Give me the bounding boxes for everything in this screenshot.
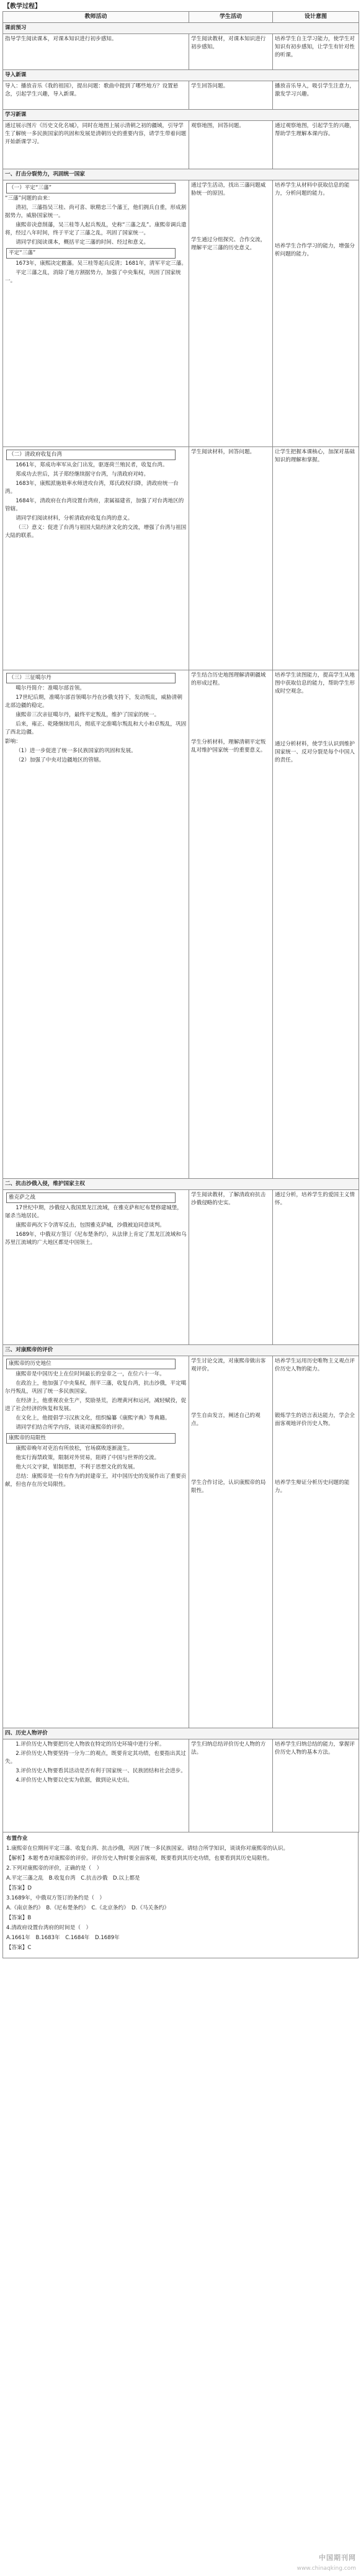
study-opening-intent: 通过观察地图，引起学生的兴趣，帮助学生理解本课内容。 bbox=[273, 121, 359, 169]
q2-line: 1683年，康熙派施琅率水师进攻台湾，郑氏政权归降，清政府统一台湾。 bbox=[5, 481, 179, 495]
q2-student: 学生阅读材料，回答问题。 bbox=[189, 447, 273, 670]
q1-student bbox=[189, 180, 273, 447]
q5-line: 在政治上，他加强了中央集权，削平三藩，收复台湾，抗击沙俄，平定噶尔丹叛乱，巩固了统一多民族国家。 bbox=[5, 1380, 187, 1395]
q1-student-text: 通过学生活动，找出三藩问题威胁统一的原因。 bbox=[191, 182, 266, 197]
q5-box: 康熙帝的历史地位 bbox=[6, 1359, 176, 1369]
q6-line: 他大兴文字狱，钳制思想，不利于思想文化的发展。 bbox=[16, 1464, 138, 1470]
q7-line: 1.评价历史人物要把历史人物放在特定的历史环境中进行分析。 bbox=[16, 1741, 165, 1748]
section-intro: 导入新课 bbox=[3, 70, 359, 81]
q1-teacher bbox=[3, 180, 189, 447]
table-row bbox=[3, 81, 359, 110]
preview-teacher: 指导学生阅读课本，对课本知识进行初步感知。 bbox=[3, 34, 189, 70]
section-study: 学习新课 bbox=[3, 110, 359, 121]
lesson-table bbox=[2, 11, 359, 1832]
q4-intent: 通过分析，培养学生的爱国主义情怀。 bbox=[273, 1190, 359, 1345]
table-row bbox=[3, 121, 359, 169]
q6-line: 他实行海禁政策，限制对外贸易，阻碍了中国与世界的交流。 bbox=[16, 1455, 160, 1461]
q2-line: 1661年，郑成功率军从金门出发，驱逐荷兰殖民者，收复台湾。 bbox=[16, 462, 168, 468]
q3-line: 噶尔丹简介：准噶尔部首领。 bbox=[16, 685, 85, 691]
q7-line: 4.评价历史人物要以史实为依据，做到论从史出。 bbox=[16, 1777, 133, 1783]
q3-intent-text: 培养学生读图能力，提高学生从地图中获取信息的能力，帮助学生形成时空观念。 bbox=[275, 672, 355, 695]
q3-line: 后来，雍正、乾隆继续用兵，彻底平定准噶尔叛乱和大小和卓叛乱，巩固了西北边疆。 bbox=[5, 721, 187, 735]
q7-teacher bbox=[3, 1739, 189, 1832]
practice-item: A.平定三藩之乱 B.收复台湾 C.抗击沙俄 D.以上都是 bbox=[6, 1875, 140, 1881]
watermark-url: www.chinaqking.com bbox=[296, 2565, 356, 2572]
q3-line: 康熙帝三次亲征噶尔丹，最终平定叛乱，维护了国家的统一。 bbox=[16, 712, 160, 718]
q3-line: （1）进一步促进了统一多民族国家的巩固和发展。 bbox=[16, 748, 136, 754]
q7-student: 学生归纳总结评价历史人物的方法。 bbox=[189, 1739, 273, 1832]
q3-box: （三）三征噶尔丹 bbox=[6, 673, 176, 683]
q6-box: 康熙帝的局限性 bbox=[6, 1433, 176, 1444]
practice-item: A.1661年 B.1683年 C.1684年 D.1689年 bbox=[6, 1935, 120, 1941]
study-opening-student: 观察地图，回答问题。 bbox=[189, 121, 273, 169]
q1-line: 康熙帝决意削藩，吴三桂等人起兵叛乱，史称“三藩之乱”。康熙帝调兵遣将，经过八年时间，终于平定了三藩之乱，巩固了国家统一。 bbox=[5, 222, 187, 236]
q2-box: （二）清政府收复台湾 bbox=[6, 450, 176, 460]
q6-line: 康熙帝晚年对吏治有所放松，官场腐败逐渐滋生。 bbox=[16, 1446, 133, 1452]
q5-intent bbox=[273, 1356, 359, 1728]
practice-item: 【答案】D bbox=[6, 1885, 32, 1891]
watermark-logo: 中国期刊网 bbox=[319, 2554, 356, 2562]
practice-title: 布置作业 bbox=[6, 1836, 28, 1842]
study-opening: 通过展示图片《历史文化名城》，同时在地图上展示清朝之初的疆域，引导学生了解统一多民族国家的巩固和发展是清朝历史的重要内容，请学生带着问题开始新课学习。 bbox=[3, 121, 189, 169]
q5-student bbox=[189, 1356, 273, 1728]
part-heading-4: 四、历史人物评价 bbox=[3, 1728, 359, 1739]
q7-line: 3.评价历史人物要看其活动是否有利于国家统一、民族团结和社会进步。 bbox=[16, 1768, 186, 1774]
q2-teacher bbox=[3, 447, 189, 670]
q4-box: 雅克萨之战 bbox=[6, 1193, 176, 1203]
q4-student: 学生阅读教材，了解清政府抗击沙俄侵略的史实。 bbox=[189, 1190, 273, 1345]
q3-student bbox=[189, 670, 273, 1179]
table-row bbox=[3, 1739, 359, 1832]
q2-line: 郑成功去世后，其子郑经继续据守台湾，与清政府对峙。 bbox=[16, 471, 149, 477]
q6-line: 总结：康熙帝是一位有作为的封建帝王，对中国历史的发展作出了重要贡献，但也存在历史局限性。 bbox=[5, 1473, 187, 1488]
q2-line: （三）意义：促进了台湾与祖国大陆经济文化的交流，增强了台湾与祖国大陆的联系。 bbox=[5, 525, 187, 539]
q2-line: 请同学们阅读材料，分析清政府收复台湾的意义。 bbox=[16, 515, 133, 522]
q1-line: 清初，三藩指吴三桂、尚可喜、耿精忠三个藩王，他们拥兵自重，形成割据势力，威胁国家统一。 bbox=[5, 205, 187, 219]
q2-intent: 让学生把握本课核心，加深对基础知识的理解和掌握。 bbox=[273, 447, 359, 670]
q5-student-text-b: 学生自由发言，阐述自己的观点。 bbox=[191, 1413, 261, 1427]
q1-intent-text: 培养学生从材料中获取信息的能力，分析问题的能力。 bbox=[275, 182, 350, 197]
q4-line: 1689年，中俄双方签订《尼布楚条约》，从法律上肯定了黑龙江流域和乌苏里江流域的广大地区都是中国领土。 bbox=[5, 1232, 187, 1246]
q5-line: 请同学们结合所学内容，谈谈对康熙帝的评价。 bbox=[16, 1424, 128, 1431]
q5-student-text: 学生讨论交流，对康熙帝做出客观评价。 bbox=[191, 1358, 266, 1372]
q5-line: 在文化上，他提倡学习汉族文化，组织编纂《康熙字典》等典籍。 bbox=[16, 1415, 171, 1421]
q1-line: 平定三藩之乱，消除了地方割据势力，加强了中央集权，巩固了国家统一。 bbox=[5, 270, 181, 284]
q1-box-b: 平定“三藩” bbox=[6, 248, 176, 259]
section-preview: 课前预习 bbox=[3, 23, 359, 34]
q5-intent-text: 培养学生运用历史唯物主义观点评价历史人物的能力。 bbox=[275, 1358, 355, 1372]
q5-line: 在经济上，他重视农业生产，奖励垦荒，治理黄河和运河，减轻赋役，促进了社会经济的恢复和发展。 bbox=[5, 1398, 187, 1412]
q3-line: （2）加强了中央对边疆地区的管辖。 bbox=[16, 757, 105, 763]
lesson-page bbox=[2, 2, 359, 1958]
practice-item: A.《南京条约》 B.《尼布楚条约》 C.《北京条约》 D.《马关条约》 bbox=[6, 1905, 169, 1911]
table-row bbox=[3, 180, 359, 447]
table-row bbox=[3, 34, 359, 70]
table-row bbox=[3, 447, 359, 670]
page-title: 【教学过程】 bbox=[4, 3, 41, 10]
table-header-row bbox=[3, 12, 359, 23]
q3-line: 影响： bbox=[5, 739, 21, 745]
intro-intent: 播放音乐导入，吸引学生注意力，激发学习兴趣。 bbox=[273, 81, 359, 110]
q6-student-text: 学生合作讨论，认识康熙帝的局限性。 bbox=[191, 1480, 266, 1494]
table-row bbox=[3, 1190, 359, 1345]
q4-line: 17世纪中期，沙俄侵入我国黑龙江流域，在雅克萨和尼布楚修建城堡，屠杀当地居民。 bbox=[5, 1205, 182, 1219]
part-heading-3: 三、对康熙帝的评价 bbox=[3, 1345, 359, 1356]
part-heading-1: 一、打击分裂势力，巩固统一国家 bbox=[3, 169, 359, 180]
table-row bbox=[3, 1356, 359, 1728]
preview-student: 学生阅读教材，对课本知识进行初步感知。 bbox=[189, 34, 273, 70]
practice-item: 2.下列对康熙帝的评价，正确的是（ ） bbox=[6, 1865, 102, 1872]
practice-item: 【答案】B bbox=[6, 1915, 32, 1921]
column-header-student: 学生活动 bbox=[189, 12, 273, 23]
intro-teacher: 导入：播放音乐《我的祖国》，提出问题：歌曲中提到了哪些地方？设置悬念，引起学生兴趣，导入新课。 bbox=[3, 81, 189, 110]
practice-item: 【答案】C bbox=[6, 1945, 32, 1951]
q1-intent-text-b: 培养学生合作学习的能力，增强分析问题的能力。 bbox=[275, 243, 355, 257]
q7-line: 2.评价历史人物要坚持一分为二的观点，既要肯定其功绩，也要指出其过失。 bbox=[5, 1751, 186, 1765]
q1-student-text-b: 学生通过分组探究、合作交流，理解平定三藩的历史意义。 bbox=[191, 237, 266, 251]
q3-line: 17世纪后期，准噶尔部首领噶尔丹在沙俄支持下，发动叛乱，威胁清朝北部边疆的稳定。 bbox=[5, 695, 182, 709]
q5-line: 康熙帝是中国历史上在位时间最长的皇帝之一，在位六十一年。 bbox=[16, 1371, 165, 1377]
practice-item: 【解析】本题考查对康熙帝的评价。评价历史人物时要全面客观，既要看到其历史功绩，也要看到其历史局限性。 bbox=[6, 1855, 273, 1862]
q1-line: 请同学们阅读课本，概括平定三藩的时间、经过和意义。 bbox=[16, 239, 149, 246]
q3-student-text: 学生结合历史地图理解清朝疆域的形成过程。 bbox=[191, 672, 266, 686]
q3-teacher bbox=[3, 670, 189, 1179]
intro-student: 学生回答问题。 bbox=[189, 81, 273, 110]
q4-line: 康熙帝两次下令清军反击，包围雅克萨城，沙俄被迫同意谈判。 bbox=[16, 1222, 165, 1228]
q5-teacher bbox=[3, 1356, 189, 1728]
column-header-intent: 设计意图 bbox=[273, 12, 359, 23]
q1-line: 1673年，康熙决定撤藩。吴三桂等起兵反清；1681年，清军平定三藩。 bbox=[16, 260, 187, 267]
q4-teacher bbox=[3, 1190, 189, 1345]
q1-intent bbox=[273, 180, 359, 447]
q3-intent-text-b: 通过分析材料，使学生认识到维护国家统一、反对分裂是每个中国人的责任。 bbox=[275, 741, 355, 763]
q5-intent-text-b: 锻炼学生的语言表达能力，学会全面客观地评价历史人物。 bbox=[275, 1413, 355, 1427]
part-heading-2: 二、抗击沙俄入侵，维护国家主权 bbox=[3, 1179, 359, 1190]
practice-item: 1.康熙帝在位期间平定三藩、收复台湾、抗击沙俄，巩固了统一多民族国家。请结合所学知识，谈谈你对康熙帝的认识。 bbox=[6, 1845, 289, 1852]
practice-item: 4.清政府设置台湾府的时间是（ ） bbox=[6, 1925, 92, 1931]
column-header-teacher: 教师活动 bbox=[3, 12, 189, 23]
practice-item: 3.1689年，中俄双方签订的条约是（ ） bbox=[6, 1895, 105, 1901]
q3-student-text-b: 学生分析材料，理解清朝平定叛乱对维护国家统一的重要意义。 bbox=[191, 739, 266, 753]
q3-intent bbox=[273, 670, 359, 1179]
preview-intent: 培养学生自主学习能力，使学生对知识有初步感知，让学生有针对性的听课。 bbox=[273, 34, 359, 70]
q6-intent-text: 培养学生辩证分析历史问题的能力。 bbox=[275, 1480, 350, 1494]
practice-section bbox=[2, 1832, 359, 1958]
q2-line: 1684年，清政府在台湾设置台湾府，隶属福建省，加强了对台湾地区的管辖。 bbox=[5, 498, 184, 512]
q7-intent: 培养学生归纳总结的能力，掌握评价历史人物的基本方法。 bbox=[273, 1739, 359, 1832]
q1-box: （一）平定“三藩” bbox=[6, 183, 176, 193]
q1-line: “三藩”问题的由来： bbox=[5, 195, 53, 202]
table-row bbox=[3, 670, 359, 1179]
